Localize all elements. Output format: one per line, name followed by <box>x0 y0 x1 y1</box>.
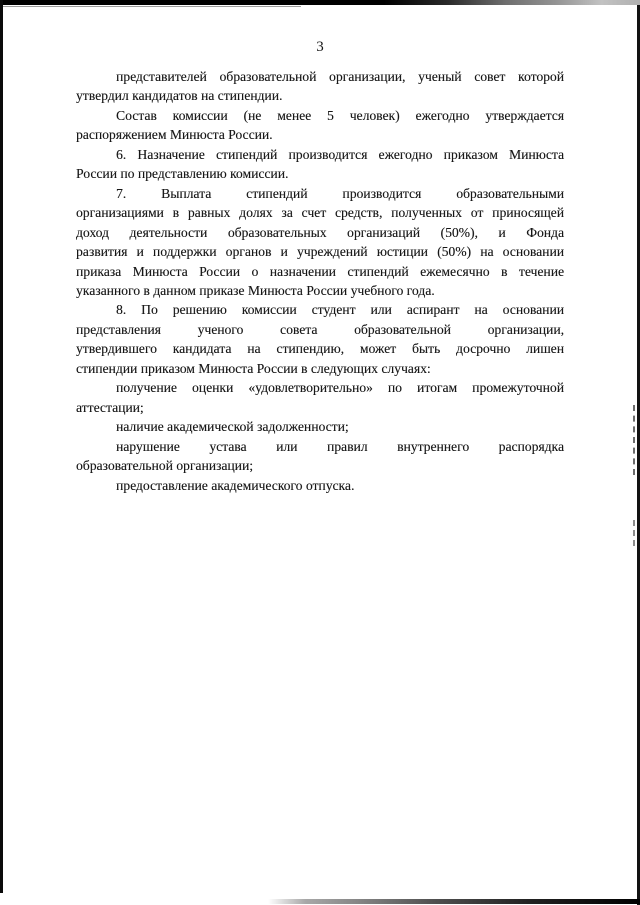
document-text <box>76 67 564 495</box>
text-line: утвердил кандидатов на стипендии. <box>76 88 283 104</box>
text-line: представителей образовательной организации, ученый совет которой <box>116 69 564 84</box>
text-line: Состав комиссии (не менее 5 человек) ежегодно утверждается <box>116 107 564 123</box>
text-line: России по представлению комиссии. <box>76 166 289 182</box>
text-line: 7. Выплата стипендий производится образовательными <box>116 185 564 201</box>
paragraph <box>76 300 564 378</box>
text-line: образовательной организации; <box>76 458 254 474</box>
paragraph <box>76 106 564 145</box>
paragraph <box>76 378 564 417</box>
text-line: 6. Назначение стипендий производится ежегодно приказом Минюста <box>116 146 564 162</box>
text-line: представления ученого совета образовательной организации, <box>76 321 564 337</box>
text-line: аттестации; <box>76 399 144 415</box>
scan-artifact-dashes <box>633 520 635 546</box>
paragraph <box>76 417 564 436</box>
page-number: 3 <box>316 39 324 55</box>
paragraph <box>76 145 564 184</box>
paragraph <box>76 184 564 301</box>
text-line: получение оценки «удовлетворительно» по итогам промежуточной <box>116 380 564 396</box>
text-line: нарушение устава или правил внутреннего распорядка <box>116 438 564 454</box>
text-line: распоряжением Минюста России. <box>76 127 273 143</box>
text-line: приказа Минюста России о назначении стипендий ежемесячно в течение <box>76 263 564 279</box>
text-line: 8. По решению комиссии студент или аспирант на основании <box>116 302 564 318</box>
text-line: предоставление академического отпуска. <box>116 477 355 493</box>
text-line: утвердившего кандидата на стипендию, может быть досрочно лишен <box>76 341 564 357</box>
text-line: развития и поддержки органов и учреждений юстиции (50%) на основании <box>76 244 564 260</box>
paragraph <box>76 476 564 495</box>
scan-edge-left <box>0 0 3 893</box>
text-line: наличие академической задолженности; <box>116 419 349 435</box>
scan-artifact-dashes <box>633 405 635 475</box>
text-line: указанного в данном приказе Минюста России учебного года. <box>76 282 435 298</box>
paragraph <box>76 437 564 476</box>
text-line: доход деятельности образовательных организаций (50%), и Фонда <box>76 224 564 240</box>
text-line: организациями в равных долях за счет средств, полученных от приносящей <box>76 205 564 221</box>
text-line: стипендии приказом Минюста России в следующих случаях: <box>76 360 431 376</box>
paragraph <box>76 67 564 106</box>
scan-edge-bottom <box>268 899 640 904</box>
scan-edge-top <box>0 0 640 5</box>
